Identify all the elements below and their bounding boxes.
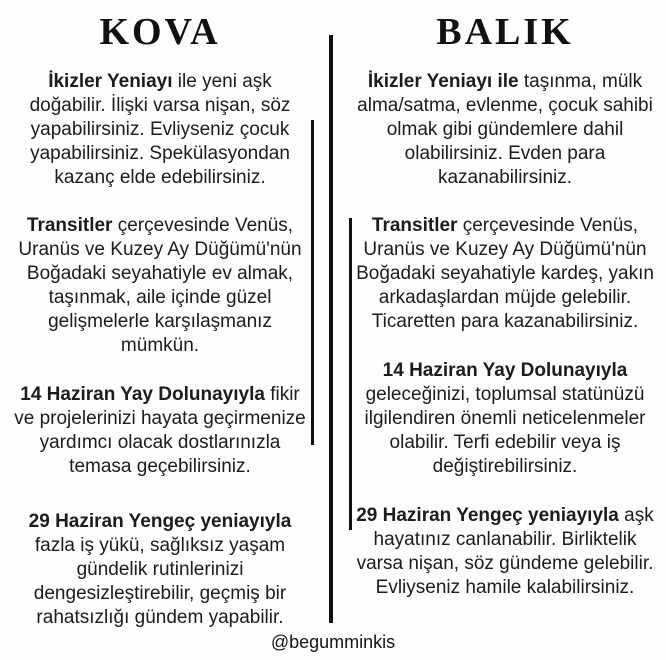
balik-paragraph-cancer-new-moon-lead: 29 Haziran Yengeç yeniayıyla — [356, 504, 619, 526]
balik-paragraph-new-moon-body: taşınma, mülk alma/satma, evlenme, çocuk sahibi olmak gibi gündemlere dahil olabilirsiniz. Evden para kazanabilirsiniz. — [357, 70, 653, 188]
kova-title: KOVA — [99, 11, 221, 53]
kova-paragraph-transits — [8, 214, 312, 358]
kova-paragraph-cancer-new-moon-lead: 29 Haziran Yengeç yeniayıyla — [28, 510, 292, 532]
kova-paragraph-new-moon — [8, 70, 312, 190]
balik-paragraph-transits-body: çerçevesinde Venüs, Uranüs ve Kuzey Ay Düğümü'nün Boğadaki seyahatiyle kardeş, yakın arkadaşlardan müjde gelebilir. Ticaretten para kazanabilirsiniz. — [356, 215, 654, 333]
kova-paragraph-transits-body: çerçevesinde Venüs, Uranüs ve Kuzey Ay Düğümü'nün Boğadaki seyahatiyle ev almak, taşınmak, aile içinde güzel gelişmelerle karşılaşmanız mümkün. — [18, 215, 302, 357]
balik-paragraph-transits — [352, 214, 658, 334]
center-divider-line — [329, 35, 333, 623]
balik-paragraph-cancer-new-moon-body: aşk hayatınız canlanabilir. Birliktelik varsa nişan, söz gündeme gelebilir. Evliyseniz hamile kalabilirsiniz. — [356, 504, 654, 598]
kova-paragraph-cancer-new-moon-body: fazla iş yükü, sağlıksız yaşam gündelik rutinlerinizi dengesizleştirebilir, geçmiş bir rahatsızlığı gündem yapabilir. — [33, 534, 287, 628]
kova-paragraph-cancer-new-moon — [8, 510, 312, 630]
right-column-rule — [349, 218, 352, 530]
balik-paragraph-new-moon-lead: İkizler Yeniayı ile — [367, 70, 519, 92]
balik-paragraph-full-moon-lead: 14 Haziran Yay Dolunayıyla — [382, 360, 628, 382]
column-balik — [352, 12, 658, 625]
balik-title: BALIK — [436, 11, 574, 53]
balik-paragraph-cancer-new-moon — [352, 504, 658, 600]
balik-paragraph-full-moon-body: geleceğinizi, toplumsal statünüzü ilgilendiren önemli neticelenmeler olabilir. Terfi edebilir veya iş değiştirebilirsiniz. — [364, 384, 646, 477]
column-kova — [8, 12, 312, 655]
kova-paragraph-new-moon-body: ile yeni aşk doğabilir. İlişki varsa nişan, söz yapabilirsiniz. Evliyseniz çocuk yapabilirsiniz. Spekülasyondan kazanç elde edebilirsiniz. — [29, 70, 291, 188]
kova-paragraph-full-moon — [8, 383, 312, 479]
kova-paragraph-full-moon-body: fikir ve projelerinizi hayata geçirmenize yardımcı olacak dostlarınızla temasa geçebilirsiniz. — [14, 384, 306, 477]
kova-paragraph-full-moon-lead: 14 Haziran Yay Dolunayıyla — [20, 384, 265, 406]
left-column-rule — [311, 120, 314, 445]
author-handle: @begumminkis — [270, 632, 396, 652]
balik-paragraph-full-moon — [352, 359, 658, 479]
balik-paragraph-new-moon — [352, 70, 658, 190]
kova-paragraph-new-moon-lead: İkizler Yeniayı — [48, 70, 173, 92]
balik-paragraph-transits-lead: Transitler — [371, 215, 458, 237]
kova-paragraph-transits-lead: Transitler — [26, 215, 113, 237]
